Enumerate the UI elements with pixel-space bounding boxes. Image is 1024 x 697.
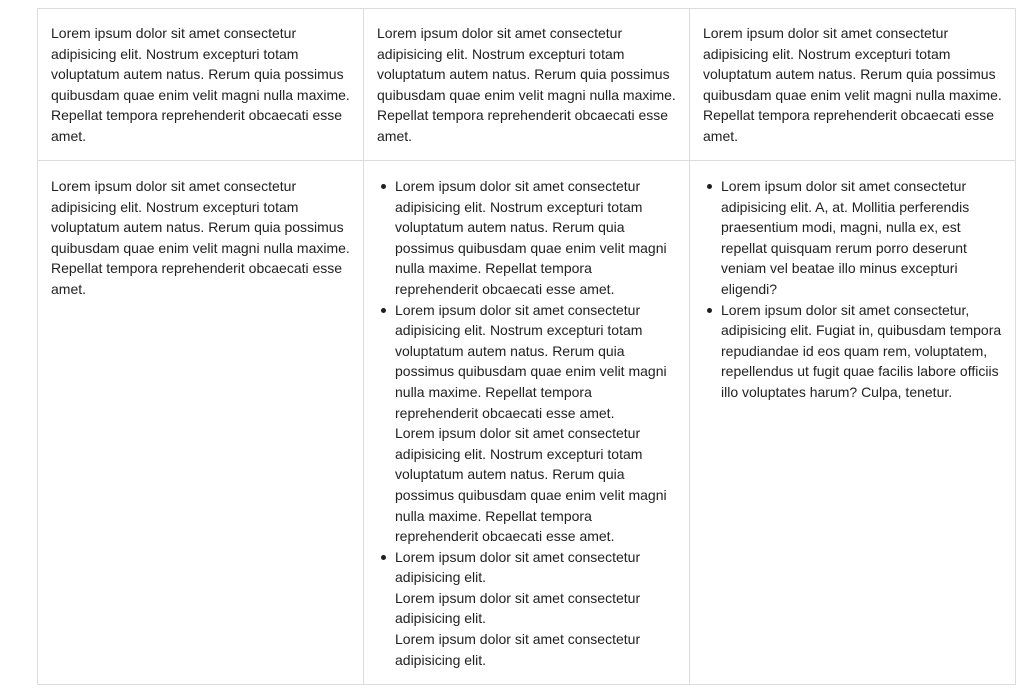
cell-text: Lorem ipsum dolor sit amet consectetur adipisicing elit. Nostrum excepturi totam voluptatum autem natus. Rerum quia possimus quibusdam quae enim velit magni nulla maxime. Repellat tempora reprehenderit obcaecati esse amet. — [377, 25, 676, 144]
table-cell-r1-c1 — [38, 9, 364, 161]
table-cell-r1-c2 — [364, 9, 690, 161]
table-cell-r2-c3 — [690, 161, 1015, 684]
list-item-text: Lorem ipsum dolor sit amet consectetur adipisicing elit. — [395, 589, 641, 627]
bullet-list — [377, 176, 676, 670]
list-item-text: Lorem ipsum dolor sit amet consectetur adipisicing elit. Nostrum excepturi totam voluptatum autem natus. Rerum quia possimus quibusdam quae enim velit magni nulla maxime. Repellat tempora reprehenderit obcaecati esse amet. — [395, 178, 667, 297]
table-cell-r2-c1 — [38, 161, 364, 684]
list-item-text: Lorem ipsum dolor sit amet consectetur adipisicing elit. A, at. Mollitia perferendis praesentium modi, magni, nulla ex, est repellat quisquam rerum porro deserunt veniam vel beatae illo minus excepturi eligendi? — [721, 178, 970, 297]
bullet-list — [703, 176, 1002, 403]
list-item — [721, 300, 1002, 403]
list-item — [395, 300, 676, 547]
content-table — [37, 8, 1016, 685]
list-item-text: Lorem ipsum dolor sit amet consectetur adipisicing elit. — [395, 631, 641, 668]
list-item — [395, 547, 676, 671]
list-item-text: Lorem ipsum dolor sit amet consectetur, adipisicing elit. Fugiat in, quibusdam tempora repudiandae id eos quam rem, voluptatem, repellendus ut fugit quae facilis labore officiis illo voluptates harum? Culpa, tenetur. — [721, 301, 1002, 400]
list-item — [395, 176, 676, 300]
table-cell-r2-c2 — [364, 161, 690, 684]
list-item-text: Lorem ipsum dolor sit amet consectetur adipisicing elit. Nostrum excepturi totam voluptatum autem natus. Rerum quia possimus quibusdam quae enim velit magni nulla maxime. Repellat tempora reprehenderit obcaecati esse amet. — [395, 301, 667, 421]
cell-text: Lorem ipsum dolor sit amet consectetur adipisicing elit. Nostrum excepturi totam voluptatum autem natus. Rerum quia possimus quibusdam quae enim velit magni nulla maxime. Repellat tempora reprehenderit obcaecati esse amet. — [51, 25, 350, 144]
list-item-text: Lorem ipsum dolor sit amet consectetur adipisicing elit. — [395, 548, 641, 586]
list-item-text: Lorem ipsum dolor sit amet consectetur adipisicing elit. Nostrum excepturi totam voluptatum autem natus. Rerum quia possimus quibusdam quae enim velit magni nulla maxime. Repellat tempora reprehenderit obcaecati esse amet. — [395, 425, 667, 545]
cell-text: Lorem ipsum dolor sit amet consectetur adipisicing elit. Nostrum excepturi totam voluptatum autem natus. Rerum quia possimus quibusdam quae enim velit magni nulla maxime. Repellat tempora reprehenderit obcaecati esse amet. — [51, 178, 350, 297]
cell-text: Lorem ipsum dolor sit amet consectetur adipisicing elit. Nostrum excepturi totam voluptatum autem natus. Rerum quia possimus quibusdam quae enim velit magni nulla maxime. Repellat tempora reprehenderit obcaecati esse amet. — [703, 25, 1002, 144]
table-cell-r1-c3 — [690, 9, 1015, 161]
list-item — [721, 176, 1002, 300]
